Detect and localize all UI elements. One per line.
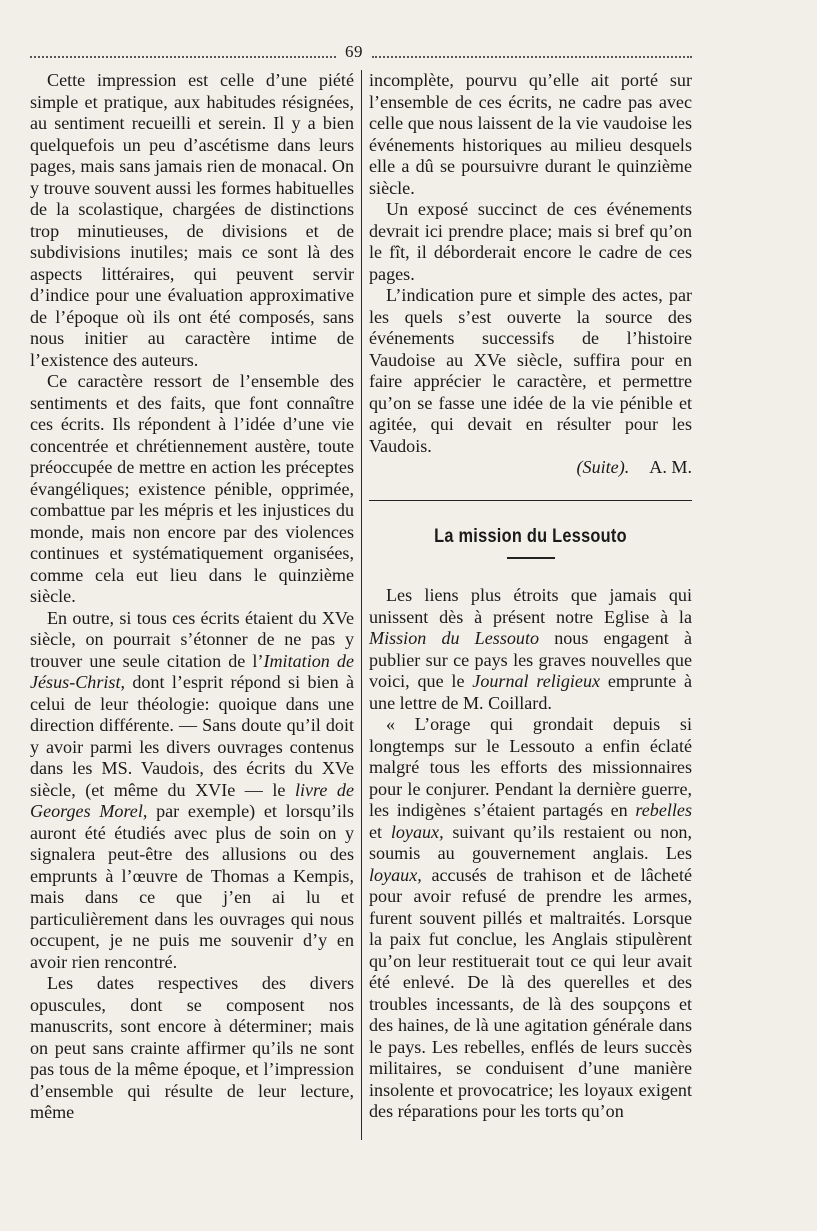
column-divider [361, 70, 362, 1140]
text-run: et [369, 821, 391, 842]
page-number: 69 [345, 42, 363, 61]
header-rule-left [30, 56, 336, 58]
text-run: suivant qu’ils restaient ou non, soumis au gouvernement anglais. Les [369, 821, 692, 863]
text-run: Les liens plus étroits que jamais qui unissent dès à présent notre Eglise à la [369, 585, 692, 627]
author-signature: A. M. [649, 457, 692, 477]
italic-title: Imitation de Jésus-Christ [30, 650, 354, 692]
italic-word: loyaux, [390, 821, 444, 842]
paragraph [369, 714, 692, 1123]
italic-title: Mission du Lessouto [369, 628, 540, 648]
paragraph: Ce caractère ressort de l’ensemble des sentiments et des faits, que font connaître ces écrits. Ils répondent à l’idée d’une vie concentrée et chrétiennement austère, toute préoccupée de mettre en action les préceptes évangéliques; existence pénible, opprimée, combattue par les mépris et les injustices du monde, mais non encore par des violences continues et systématiquement organisées, comme cela eut lieu dans le quinzième siècle. [30, 371, 354, 606]
paragraph: incomplète, pourvu qu’elle ait porté sur l’ensemble de ces écrits, ne cadre pas avec celle que nous laissent de la vie vaudoise les événements historiques au milieu desquels elle a dû se poursuivre durant le quinzième siècle. [369, 70, 692, 198]
paragraph: Un exposé succinct de ces événements devrait ici prendre place; mais si bref qu’on le fît, il déborderait encore le cadre de ces pages. [369, 199, 692, 284]
paragraph: L’indication pure et simple des actes, par les quels s’est ouverte la source des événements successifs de l’histoire Vaudoise au XVe siècle, suffira pour en faire apprécier le caractère, et permettre qu’on se fasse une idée de la vie pénible et agitée, qui devait en résulter pour les Vaudois. [369, 285, 692, 456]
text-run: , par exemple) et lorsqu’ils auront été étudiés avec plus de soin on y signalera peut-être des allusions ou des emprunts à l’œuvre de Thomas a Kempis, mais dans ce que j’en ai lu et particulièrement dans les ouvrages qui nous occupent, je ne puis me souvenir d’y en avoir rien rencontré. [30, 801, 354, 972]
left-column [30, 70, 354, 1124]
italic-title: livre de Georges Morel [30, 779, 354, 821]
right-column [369, 70, 692, 1123]
paragraph [30, 608, 354, 974]
text-run: emprunte à une lettre de M. Coillard. [369, 671, 692, 713]
signature-line [369, 457, 692, 479]
header-rule-right [372, 56, 692, 58]
suite-note: (Suite). [576, 457, 630, 477]
paragraph: Cette impression est celle d’une piété simple et pratique, aux habitudes résignées, au sentiment recueilli et serein. Il y a bien quelquefois un peu d’ascétisme dans leurs pages, mais sans jamais rien de monacal. On y trouve souvent aussi les formes habituelles de la scolastique, chargées de distinctions trop minutieuses, de divisions et de subdivisions inutiles; mais ce sont là des aspects littéraires, qui peuvent servir d’indice pour une évaluation approximative de l’époque où ils ont été composés, sans nous initier au caractère intime de l’existence des auteurs. [30, 70, 354, 370]
title-dash [507, 557, 555, 559]
text-run: , dont l’esprit répond si bien à celui de leur théologie: quoique dans une direction différente. — Sans doute qu’il doit y avoir parmi les divers ouvrages contenus dans les MS. Vaudois, des écrits du XVe siècle, (et même du XVIe — le [30, 672, 354, 800]
italic-title: Journal religieux [472, 671, 601, 691]
italic-word: rebelles [635, 800, 692, 820]
paragraph [369, 585, 692, 714]
italic-word: loyaux, [369, 864, 422, 885]
paragraph: Les dates respectives des divers opuscules, dont se composent nos manuscrits, sont encore à déterminer; mais on peut sans crainte affirmer qu’ils ne sont pas tous de la même époque, et l’impression d’ensemble qui résulte de leur lecture, même [30, 973, 354, 1122]
section-title: La mission du Lessouto [434, 525, 627, 547]
text-run: « L’orage qui grondait depuis si longtemps sur le Lessouto a enfin éclaté malgré tous les efforts des missionnaires pour le conjurer. Pendant la dernière guerre, les indigènes s’étaient partagés en [369, 714, 692, 820]
text-run: En outre, si tous ces écrits étaient du XVe siècle, on pourrait s’étonner de ne pas y trouver une seule citation de l’ [30, 607, 354, 671]
text-run: nous engagent à publier sur ce pays les graves nouvelles que voici, que le [369, 628, 693, 691]
section-rule [369, 500, 692, 501]
text-run: accusés de trahison et de lâcheté pour avoir refusé de prendre les armes, furent souvent pillés et maltraités. Lorsque la paix fut conclue, les Anglais stipulèrent qu’on leur restituerait tout ce qui leur avait été enlevé. De là des querelles et des troubles incessants, de là des soupçons et des haines, de là une agitation générale dans le pays. Les rebelles, enflés de leurs succès militaires, se conduisent d’une manière insolente et provocatrice; les loyaux exigent des réparations pour les torts qu’on [369, 864, 692, 1121]
